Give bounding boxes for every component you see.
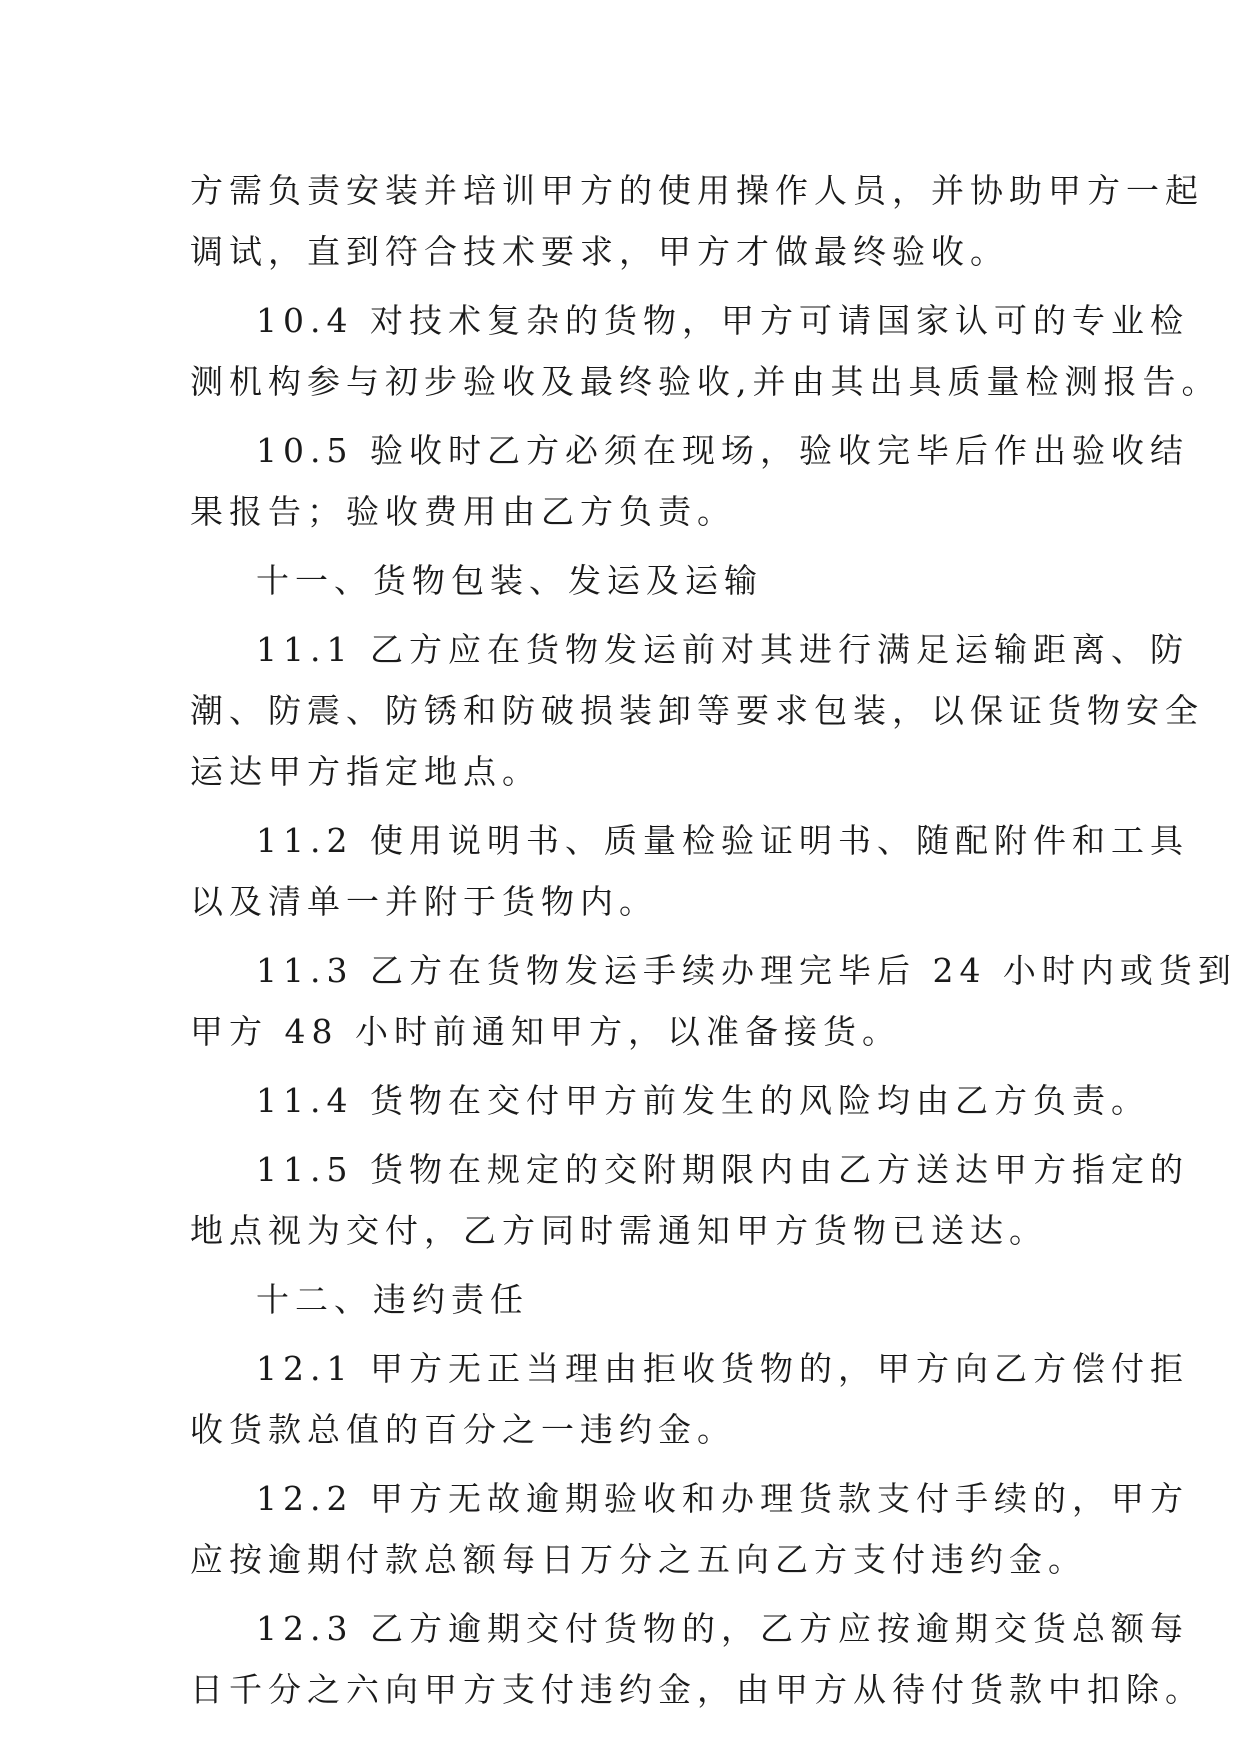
paragraph-line: 日千分之六向甲方支付违约金，由甲方从待付货款中扣除。 [190, 1670, 1204, 1709]
paragraph [190, 290, 1221, 412]
paragraph-line: 应按逾期付款总额每日万分之五向乙方支付违约金。 [190, 1540, 1087, 1579]
paragraph-line: 地点视为交付，乙方同时需通知甲方货物已送达。 [190, 1211, 1048, 1250]
paragraph-line: 果报告；验收费用由乙方负责。 [190, 492, 736, 531]
paragraph [190, 940, 1237, 1062]
paragraph [190, 420, 1189, 542]
paragraph [190, 1598, 1204, 1720]
paragraph-line: 11.4 货物在交付甲方前发生的风险均由乙方负责。 [256, 1081, 1150, 1120]
paragraph-line: 测机构参与初步验收及最终验收,并由其出具质量检测报告。 [190, 362, 1221, 401]
paragraph-line: 12.1 甲方无正当理由拒收货物的，甲方向乙方偿付拒 [256, 1349, 1189, 1388]
paragraph-line: 11.1 乙方应在货物发运前对其进行满足运输距离、防 [256, 630, 1189, 669]
paragraph-line: 12.2 甲方无故逾期验收和办理货款支付手续的，甲方 [256, 1479, 1189, 1518]
document-body [190, 160, 1237, 1728]
paragraph-line: 十一、货物包装、发运及运输 [256, 561, 763, 600]
paragraph [190, 1468, 1189, 1590]
paragraph-line: 以及清单一并附于货物内。 [190, 882, 658, 921]
paragraph [190, 1139, 1189, 1261]
paragraph-line: 甲方 48 小时前通知甲方，以准备接货。 [190, 1012, 901, 1051]
paragraph [190, 1338, 1189, 1460]
paragraph-line: 10.4 对技术复杂的货物，甲方可请国家认可的专业检 [256, 301, 1189, 340]
paragraph-line: 方需负责安装并培训甲方的使用操作人员，并协助甲方一起 [190, 171, 1204, 210]
paragraph [190, 1070, 1150, 1131]
paragraph-line: 十二、违约责任 [256, 1280, 529, 1319]
paragraph [190, 160, 1204, 282]
paragraph-line: 调试，直到符合技术要求，甲方才做最终验收。 [190, 232, 1009, 271]
paragraph-line: 11.2 使用说明书、质量检验证明书、随配附件和工具 [256, 821, 1189, 860]
paragraph-line: 收货款总值的百分之一违约金。 [190, 1410, 736, 1449]
paragraph-line: 运达甲方指定地点。 [190, 752, 541, 791]
paragraph [190, 1269, 1070, 1330]
paragraph [190, 550, 1070, 611]
paragraph [190, 810, 1189, 932]
paragraph [190, 619, 1204, 802]
paragraph-line: 11.3 乙方在货物发运手续办理完毕后 24 小时内或货到 [256, 951, 1237, 990]
paragraph-line: 12.3 乙方逾期交付货物的，乙方应按逾期交货总额每 [256, 1609, 1189, 1648]
paragraph-line: 10.5 验收时乙方必须在现场，验收完毕后作出验收结 [256, 431, 1189, 470]
paragraph-line: 11.5 货物在规定的交附期限内由乙方送达甲方指定的 [256, 1150, 1189, 1189]
paragraph-line: 潮、防震、防锈和防破损装卸等要求包装，以保证货物安全 [190, 691, 1204, 730]
